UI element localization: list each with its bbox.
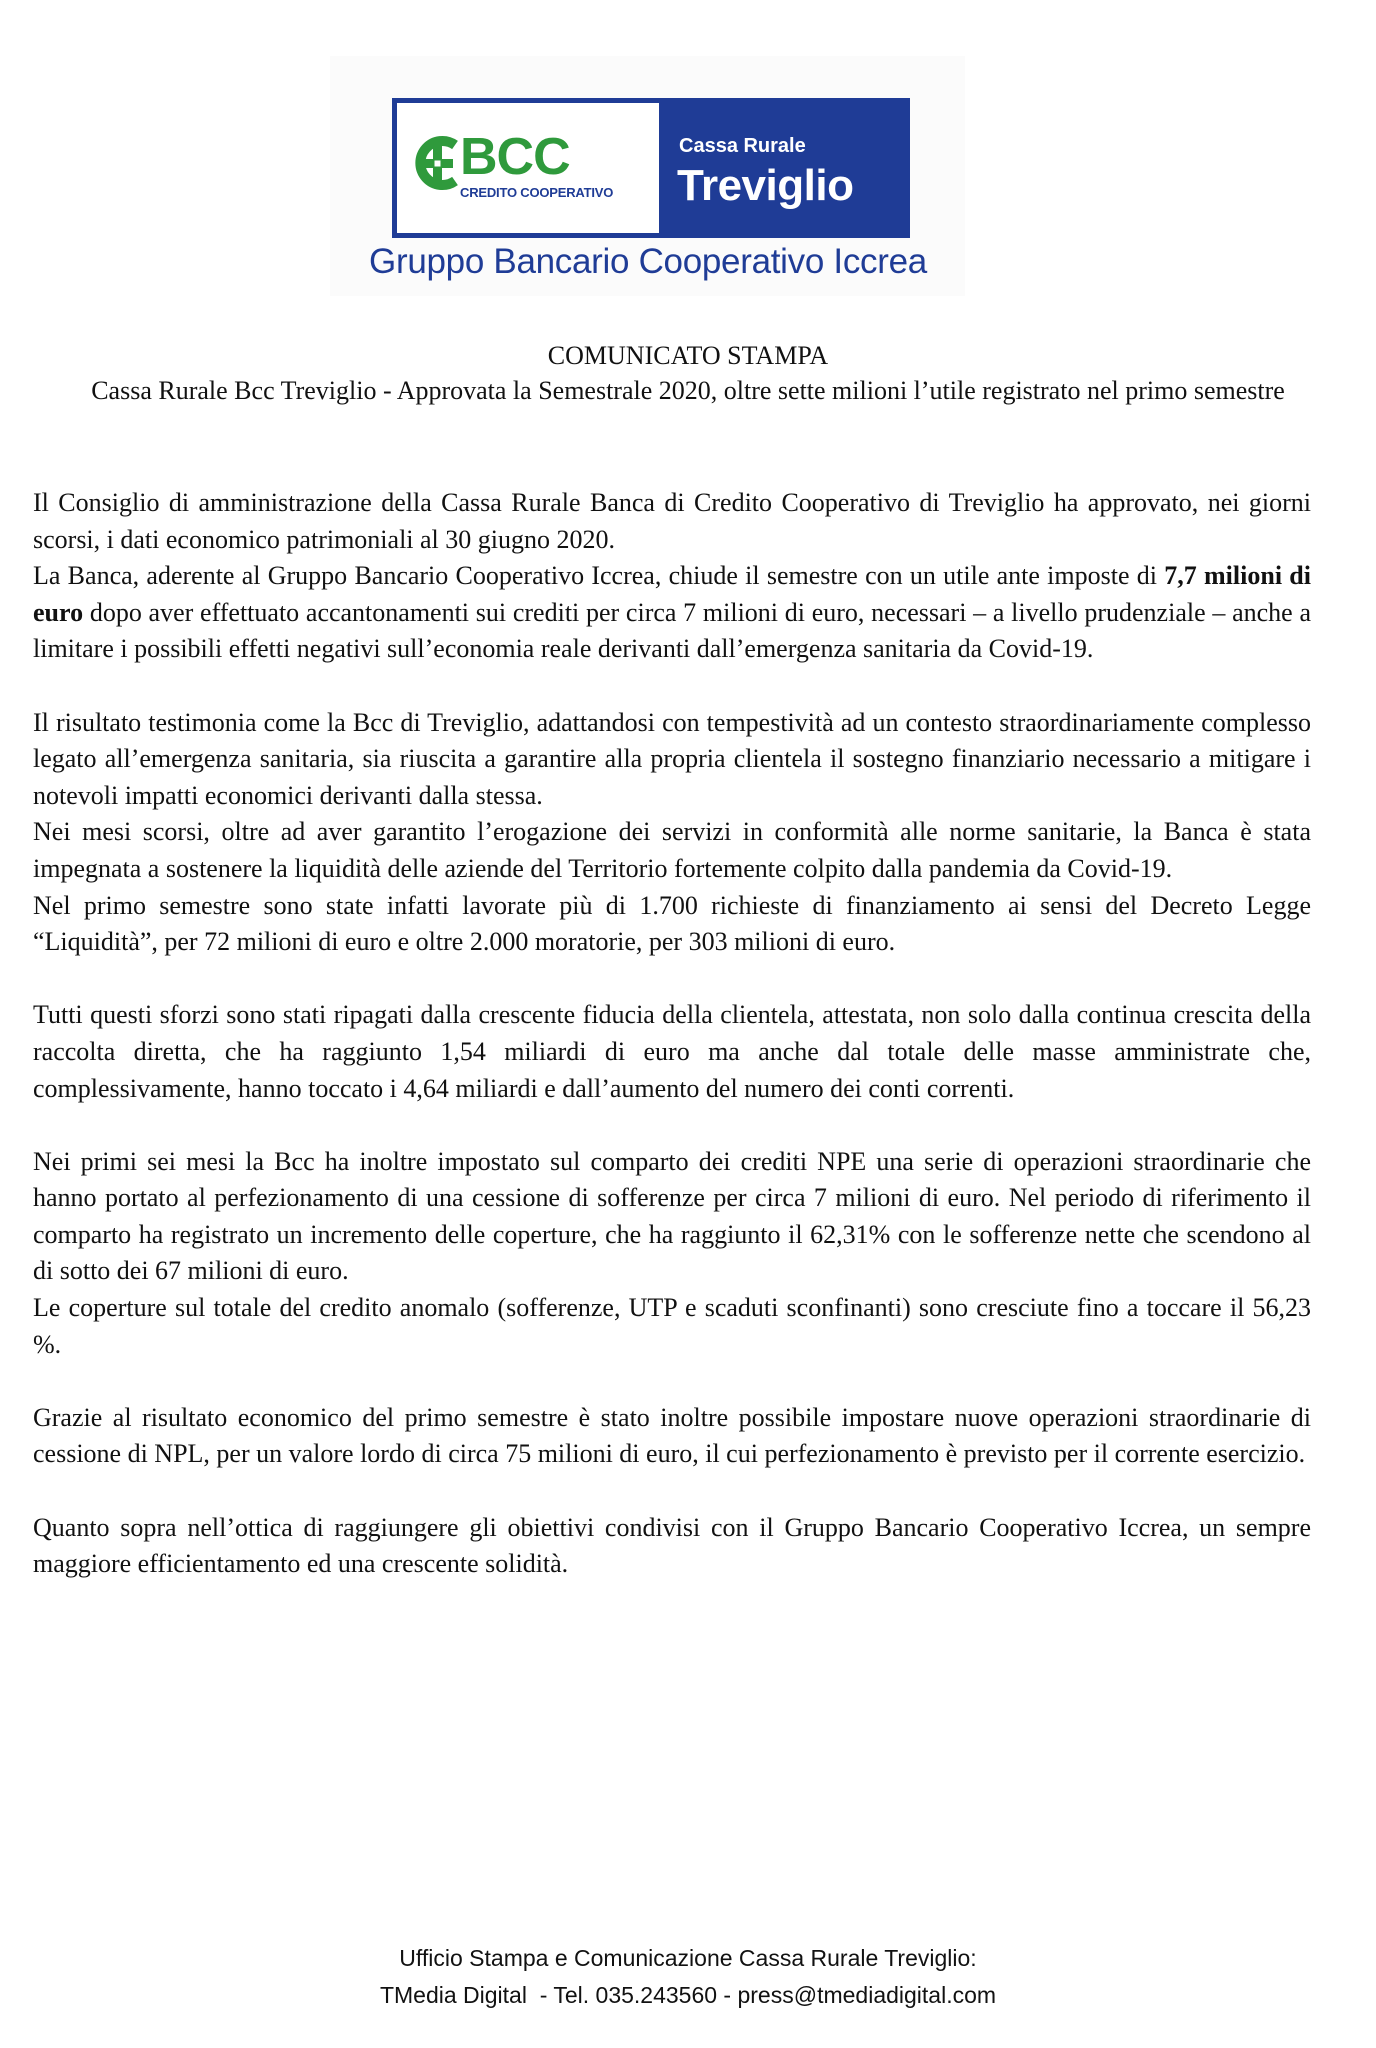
press-release-body <box>33 485 1311 1583</box>
paragraph-gap <box>33 1107 1311 1144</box>
paragraph-10: Quanto sopra nell’ottica di raggiungere gli obiettivi condivisi con il Gruppo Bancario Cooperativo Iccrea, un sempre maggiore efficientamento ed una crescente solidità. <box>33 1512 1311 1579</box>
heading-title: Cassa Rurale Bcc Treviglio - Approvata la Semestrale 2020, oltre sette milioni l’utile registrato nel primo semestre <box>91 376 1285 405</box>
paragraph-2 <box>33 558 1311 668</box>
footer-contact-line: TMedia Digital - Tel. 035.243560 - press@tmediadigital.com <box>379 1982 997 2008</box>
paragraph-6: Tutti questi sforzi sono stati ripagati dalla crescente fiducia della clientela, attestata, non solo dalla continua crescita della raccolta diretta, che ha raggiunto 1,54 miliardi di euro ma anche dal totale delle masse amministrate che, complessivamente, hanno toccato i 4,64 miliardi e dall’aumento del numero dei conti correnti. <box>33 1000 1311 1103</box>
paragraph-5: Nel primo semestre sono state infatti lavorate più di 1.700 richieste di finanziamento ai sensi del Decreto Legge “Liquidità”, per 72 milioni di euro e oltre 2.000 moratorie, per 303 milioni di euro. <box>33 890 1311 957</box>
paragraph-gap <box>33 961 1311 998</box>
paragraph-2-start: La Banca, aderente al Gruppo Bancario Cooperativo Iccrea, chiude il semestre con un utile ante imposte di <box>33 561 1165 591</box>
logo-cassa-rurale-text: Cassa Rurale <box>679 135 806 157</box>
heading-label: COMUNICATO STAMPA <box>547 341 829 370</box>
paragraph-gap <box>33 1363 1311 1400</box>
logo-box <box>392 98 910 238</box>
logo-gruppo-text: Gruppo Bancario Cooperativo Iccrea <box>369 242 927 281</box>
footer-office-line: Ufficio Stampa e Comunicazione Cassa Rurale Treviglio: <box>399 1945 977 1971</box>
paragraph-4: Nei mesi scorsi, oltre ad aver garantito l’erogazione dei servizi in conformità alle norme sanitarie, la Banca è stata impegnata a sostenere la liquidità delle aziende del Territorio fortemente colpito dalla pandemia da Covid-19. <box>33 817 1311 883</box>
paragraph-gap <box>33 668 1311 705</box>
logo-right-panel <box>659 103 905 233</box>
utile-highlight: 7,7 milioni di euro <box>33 561 1311 627</box>
logo-bcc-text: BCC <box>460 128 570 186</box>
press-release-heading <box>30 338 1346 408</box>
paragraph-3: Il risultato testimonia come la Bcc di Treviglio, adattandosi con tempestività ad un contesto straordinariamente complesso legato all’emergenza sanitaria, sia riuscita a garantire alla propria clientela il sostegno finanziario necessario a mitigare i notevoli impatti economici derivanti dalla stessa. <box>33 707 1311 810</box>
bank-logo <box>330 56 965 296</box>
logo-credito-cooperativo-text: CREDITO COOPERATIVO <box>460 185 614 200</box>
paragraph-7: Nei primi sei mesi la Bcc ha inoltre impostato sul comparto dei crediti NPE una serie di operazioni straordinarie che hanno portato al perfezionamento di una cessione di sofferenze per circa 7 milioni di euro. Nel periodo di riferimento il comparto ha registrato un incremento delle coperture, che ha raggiunto il 62,31% con le sofferenze nette che scendono al di sotto dei 67 milioni di euro. <box>33 1146 1311 1286</box>
paragraph-8: Le coperture sul totale del credito anomalo (sofferenze, UTP e scaduti sconfinanti) sono cresciute fino a toccare il 56,23 %. <box>33 1293 1311 1359</box>
paragraph-gap <box>33 1473 1311 1510</box>
press-office-footer <box>0 1940 1376 2014</box>
paragraph-9: Grazie al risultato economico del primo semestre è stato inoltre possibile impostare nuove operazioni straordinarie di cessione di NPL, per un valore lordo di circa 75 milioni di euro, il cui perfezionamento è previsto per il corrente esercizio. <box>33 1402 1311 1469</box>
bcc-emblem-icon <box>413 133 465 193</box>
paragraph-2-end: dopo aver effettuato accantonamenti sui crediti per circa 7 milioni di euro, necessari – a livello prudenziale – anche a limitare i possibili effetti negativi sull’economia reale derivanti dall’emergenza sanitaria da Covid-19. <box>33 597 1311 664</box>
logo-left-panel <box>397 103 659 233</box>
paragraph-1: Il Consiglio di amministrazione della Cassa Rurale Banca di Credito Cooperativo di Treviglio ha approvato, nei giorni scorsi, i dati economico patrimoniali al 30 giugno 2020. <box>33 488 1311 554</box>
logo-treviglio-text: Treviglio <box>677 161 854 210</box>
